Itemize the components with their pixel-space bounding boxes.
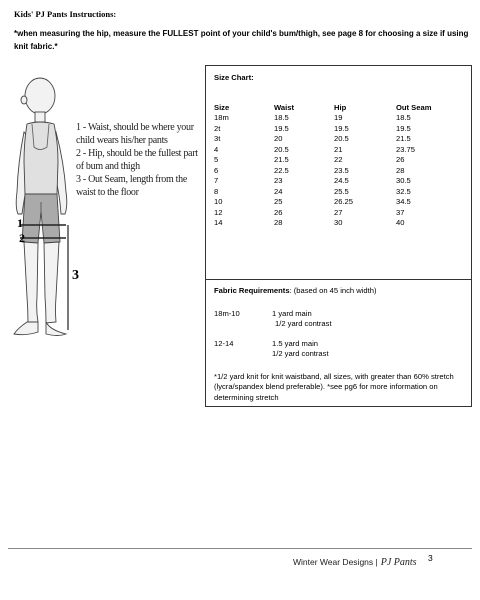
cell-hip: 21 bbox=[334, 144, 343, 154]
list-item bbox=[214, 309, 463, 320]
cell-waist: 28 bbox=[274, 218, 283, 227]
cell-size: 4 bbox=[214, 144, 219, 154]
cell-hip: 20.5 bbox=[334, 134, 349, 143]
instruction-hip: 2 - Hip, should be the fullest part of bum and thigh bbox=[76, 148, 198, 172]
hip-marker: 2 bbox=[19, 231, 25, 245]
cell-size: 6 bbox=[214, 165, 219, 175]
cell-waist: 18.5 bbox=[274, 113, 289, 122]
cell-out-seam: 23.75 bbox=[396, 144, 416, 154]
cell-waist: 19.5 bbox=[274, 123, 289, 133]
cell-out-seam: 19.5 bbox=[396, 123, 411, 133]
table-row bbox=[214, 197, 456, 208]
cell-hip: 25.5 bbox=[334, 186, 349, 196]
cell-hip: 24.5 bbox=[334, 176, 349, 185]
cell-out-seam: 34.5 bbox=[396, 197, 411, 206]
child-figure-illustration bbox=[0, 72, 200, 362]
fabric-contrast-amount: 1/2 yard contrast bbox=[275, 319, 332, 328]
cell-size: 12 bbox=[214, 207, 223, 217]
size-chart-header-row bbox=[214, 103, 456, 114]
col-hip: Hip bbox=[334, 102, 347, 112]
fabric-size-range: 12-14 bbox=[214, 338, 234, 348]
outseam-marker: 3 bbox=[72, 268, 79, 283]
cell-out-seam: 40 bbox=[396, 218, 405, 227]
waist-marker: 1 bbox=[17, 216, 23, 230]
cell-hip: 19 bbox=[334, 113, 343, 122]
cell-hip: 26.25 bbox=[334, 197, 354, 206]
col-size: Size bbox=[214, 102, 230, 112]
col-waist: Waist bbox=[274, 102, 294, 112]
page-title: Kids' PJ Pants Instructions: bbox=[14, 9, 117, 19]
fabric-requirements-box bbox=[205, 279, 472, 407]
fabric-footnote: *1/2 yard knit for knit waistband, all sizes, with greater than 60% stretch (lycra/spandex blend preferable). *see pg6 for more information on determining stretch bbox=[214, 371, 454, 402]
list-item bbox=[214, 349, 463, 360]
cell-out-seam: 30.5 bbox=[396, 176, 411, 185]
cell-hip: 30 bbox=[334, 218, 343, 227]
fabric-requirements-heading bbox=[214, 286, 463, 297]
footer-pattern-name: PJ Pants bbox=[380, 557, 417, 568]
cell-waist: 25 bbox=[274, 197, 283, 206]
table-row bbox=[214, 166, 456, 177]
cell-size: 7 bbox=[214, 176, 219, 185]
cell-waist: 23 bbox=[274, 176, 283, 185]
cell-hip: 19.5 bbox=[334, 123, 349, 133]
col-out-seam: Out Seam bbox=[396, 102, 432, 112]
table-row bbox=[214, 155, 456, 166]
fabric-contrast-amount: 1/2 yard contrast bbox=[272, 349, 329, 358]
cell-size: 14 bbox=[214, 218, 223, 227]
fabric-main-amount: 1.5 yard main bbox=[272, 338, 319, 348]
cell-size: 2t bbox=[214, 123, 221, 133]
table-row bbox=[214, 187, 456, 198]
cell-size: 10 bbox=[214, 197, 223, 206]
table-row bbox=[214, 176, 456, 187]
table-row bbox=[214, 145, 456, 156]
list-item bbox=[214, 339, 463, 350]
table-row bbox=[214, 113, 456, 124]
footer-divider bbox=[8, 548, 472, 549]
cell-size: 18m bbox=[214, 113, 229, 122]
table-row bbox=[214, 124, 456, 135]
instruction-waist: 1 - Waist, should be where your child wears his/her pants bbox=[76, 122, 194, 146]
table-row bbox=[214, 134, 456, 145]
cell-waist: 24 bbox=[274, 186, 283, 196]
cell-waist: 22.5 bbox=[274, 165, 289, 175]
fabric-heading-rest: : (based on 45 inch width) bbox=[289, 286, 377, 295]
cell-size: 5 bbox=[214, 155, 219, 164]
list-item bbox=[214, 319, 463, 330]
fabric-heading-bold: Fabric Requirements bbox=[214, 286, 290, 295]
size-chart-box bbox=[205, 65, 472, 280]
fabric-size-range: 18m-10 bbox=[214, 308, 240, 318]
table-row bbox=[214, 208, 456, 219]
fabric-requirements-list bbox=[214, 309, 463, 360]
hip-measure-note: *when measuring the hip, measure the FULLEST point of your child's bum/thigh, see page 8 for choosing a size if using knit fabric.* bbox=[14, 29, 469, 51]
cell-waist: 20 bbox=[274, 134, 283, 143]
cell-waist: 21.5 bbox=[274, 155, 289, 164]
cell-out-seam: 32.5 bbox=[396, 186, 411, 196]
cell-hip: 22 bbox=[334, 155, 343, 164]
size-chart-heading: Size Chart: bbox=[214, 73, 254, 82]
cell-size: 8 bbox=[214, 186, 219, 196]
cell-out-seam: 21.5 bbox=[396, 134, 411, 143]
cell-out-seam: 18.5 bbox=[396, 113, 411, 122]
cell-out-seam: 37 bbox=[396, 207, 405, 217]
cell-size: 3t bbox=[214, 134, 221, 143]
cell-waist: 20.5 bbox=[274, 144, 289, 154]
instruction-outseam: 3 - Out Seam, length from the waist to the floor bbox=[76, 174, 187, 198]
footer-brand-name: Winter Wear Designs | bbox=[293, 557, 378, 567]
page-number: 3 bbox=[428, 553, 433, 563]
table-row bbox=[214, 218, 456, 229]
cell-hip: 27 bbox=[334, 207, 343, 217]
footer-brand bbox=[293, 557, 417, 568]
cell-out-seam: 26 bbox=[396, 155, 405, 164]
measurement-instructions bbox=[76, 121, 198, 199]
fabric-main-amount: 1 yard main bbox=[272, 308, 312, 318]
cell-out-seam: 28 bbox=[396, 165, 405, 175]
cell-waist: 26 bbox=[274, 207, 283, 217]
size-chart-table bbox=[214, 103, 456, 229]
cell-hip: 23.5 bbox=[334, 165, 349, 175]
